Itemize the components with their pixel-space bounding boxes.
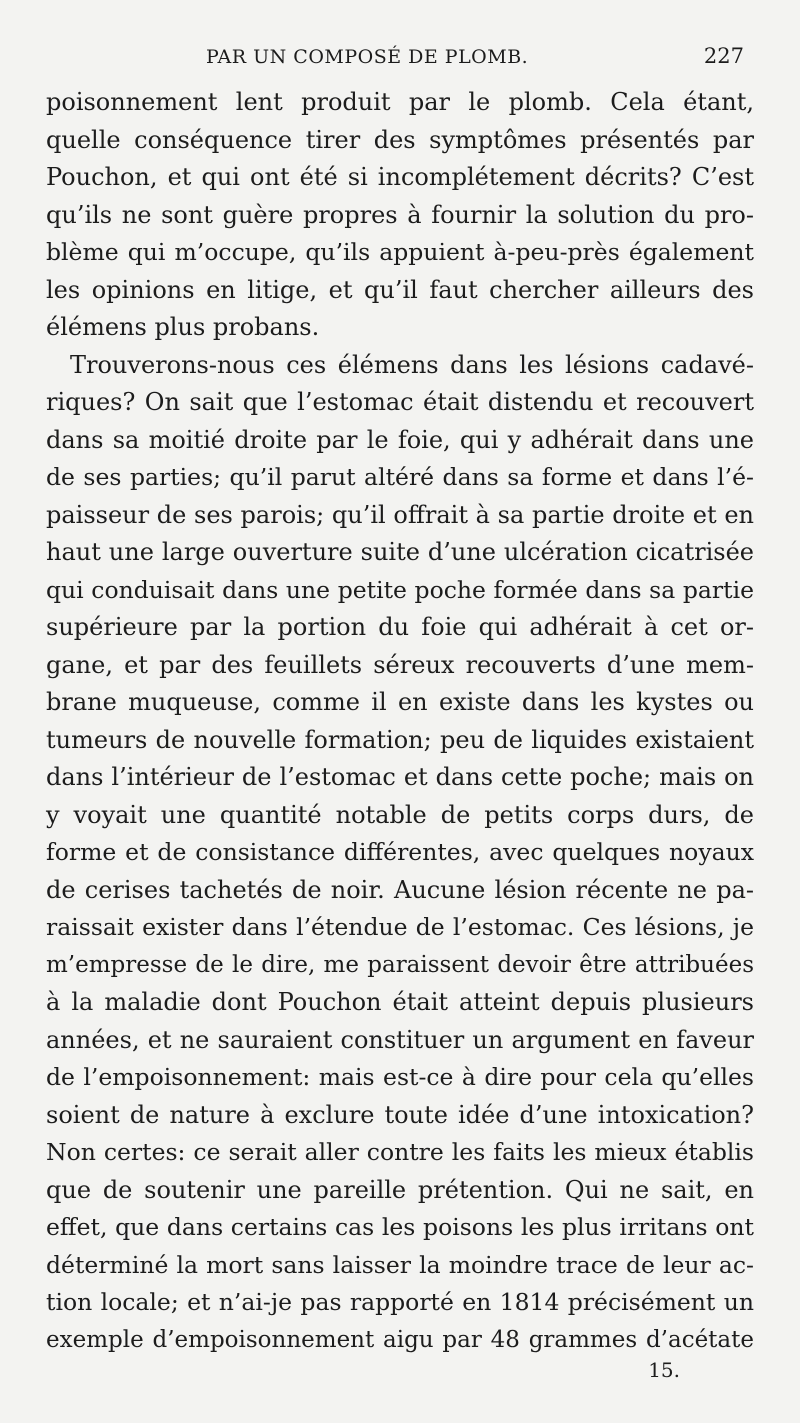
text-line: poisonnement lent produit par le plomb. Cela étant, bbox=[46, 88, 754, 116]
text-line: dans sa moitié droite par le foie, qui y adhérait dans une bbox=[46, 425, 754, 454]
text-line: de ses parties; qu’il parut altéré dans sa forme et dans l’é- bbox=[46, 463, 754, 491]
text-line: tion locale; et n’ai-je pas rapporté en 1814 précisément un bbox=[46, 1288, 754, 1316]
text-line: à la maladie dont Pouchon était atteint depuis plusieurs bbox=[46, 988, 754, 1016]
text-line: de l’empoisonnement: mais est-ce à dire pour cela qu’elles bbox=[46, 1063, 754, 1091]
page-number: 227 bbox=[703, 44, 744, 68]
signature-mark: 15. bbox=[648, 1358, 680, 1382]
text-line: supérieure par la portion du foie qui adhérait à cet or- bbox=[46, 613, 754, 641]
page-header bbox=[46, 40, 752, 76]
text-line: élémens plus probans. bbox=[46, 313, 320, 341]
text-line: haut une large ouverture suite d’une ulcération cicatrisée bbox=[46, 538, 754, 566]
text-line: m’empresse de le dire, me paraissent devoir être attribuées bbox=[46, 951, 754, 978]
text-line: de cerises tachetés de noir. Aucune lésion récente ne pa- bbox=[46, 875, 754, 904]
text-line: paisseur de ses parois; qu’il offrait à sa partie droite et en bbox=[46, 500, 754, 529]
text-line: raissait exister dans l’étendue de l’estomac. Ces lésions, je bbox=[46, 913, 754, 941]
text-line: Pouchon, et qui ont été si incomplétement décrits? C’est bbox=[46, 163, 754, 191]
text-line: qui conduisait dans une petite poche formée dans sa partie bbox=[46, 575, 754, 604]
text-line: brane muqueuse, comme il en existe dans les kystes ou bbox=[46, 688, 754, 716]
running-title: PAR UN COMPOSÉ DE PLOMB. bbox=[206, 46, 529, 68]
text-line: quelle conséquence tirer des symptômes présentés par bbox=[46, 125, 754, 154]
text-line: forme et de consistance différentes, avec quelques noyaux bbox=[46, 838, 754, 866]
text-line: qu’ils ne sont guère propres à fournir la solution du pro- bbox=[46, 200, 754, 229]
body-text bbox=[46, 84, 754, 1359]
text-line: années, et ne sauraient constituer un argument en faveur bbox=[46, 1025, 754, 1054]
text-line: Trouverons-nous ces élémens dans les lésions cadavé- bbox=[70, 350, 754, 379]
text-line: les opinions en litige, et qu’il faut chercher ailleurs des bbox=[46, 275, 754, 304]
text-line: riques? On sait que l’estomac était distendu et recouvert bbox=[46, 388, 754, 416]
text-line: y voyait une quantité notable de petits corps durs, de bbox=[46, 800, 754, 829]
text-line: Non certes: ce serait aller contre les faits les mieux établis bbox=[46, 1138, 754, 1166]
text-line: soient de nature à exclure toute idée d’une intoxication? bbox=[46, 1100, 754, 1129]
text-line: effet, que dans certains cas les poisons les plus irritans ont bbox=[46, 1213, 754, 1241]
text-line: que de soutenir une pareille prétention. Qui ne sait, en bbox=[46, 1175, 754, 1204]
text-line: exemple d’empoisonnement aigu par 48 grammes d’acétate bbox=[46, 1326, 754, 1353]
text-line: dans l’intérieur de l’estomac et dans cette poche; mais on bbox=[46, 763, 754, 791]
text-line: déterminé la mort sans laisser la moindre trace de leur ac- bbox=[46, 1250, 754, 1279]
text-line: tumeurs de nouvelle formation; peu de liquides existaient bbox=[46, 725, 754, 754]
text-line: blème qui m’occupe, qu’ils appuient à-peu-près également bbox=[46, 238, 754, 266]
text-line: gane, et par des feuillets séreux recouverts d’une mem- bbox=[46, 650, 754, 679]
